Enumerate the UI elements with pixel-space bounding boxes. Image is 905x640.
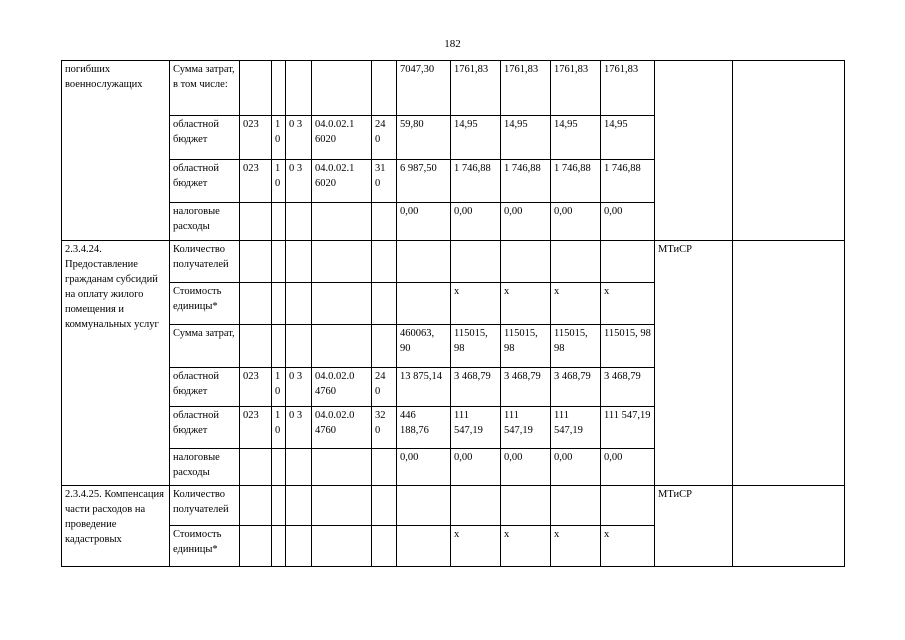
cell-label: Стоимость единицы* bbox=[170, 283, 240, 325]
cell-csr: 04.0.02.0 4760 bbox=[312, 368, 372, 407]
cell-total: 59,80 bbox=[397, 116, 451, 160]
cell-y3: х bbox=[551, 526, 601, 567]
cell-csr bbox=[312, 241, 372, 283]
cell-ved: 023 bbox=[240, 368, 272, 407]
cell-y1: х bbox=[451, 283, 501, 325]
cell-label: Сумма затрат, в том числе: bbox=[170, 61, 240, 116]
cell-y4: 1761,83 bbox=[601, 61, 655, 116]
cell-vr: 32 0 bbox=[372, 407, 397, 449]
cell-r1: 1 0 bbox=[272, 116, 286, 160]
cell-r1 bbox=[272, 283, 286, 325]
cell-y2: х bbox=[501, 283, 551, 325]
cell-r1: 1 0 bbox=[272, 407, 286, 449]
event-name-cell: погибших военнослужащих bbox=[62, 61, 170, 241]
cell-r1: 1 0 bbox=[272, 368, 286, 407]
cell-r2: 0 3 bbox=[286, 160, 312, 203]
cell-vr bbox=[372, 449, 397, 486]
cell-y2: 115015, 98 bbox=[501, 325, 551, 368]
cell-csr: 04.0.02.1 6020 bbox=[312, 116, 372, 160]
cell-ved bbox=[240, 486, 272, 526]
cell-vr bbox=[372, 486, 397, 526]
event-name-cell: 2.3.4.25. Компенсация части расходов на проведение кадастровых bbox=[62, 486, 170, 567]
cell-vr: 24 0 bbox=[372, 368, 397, 407]
cell-total: 446 188,76 bbox=[397, 407, 451, 449]
cell-vr: 24 0 bbox=[372, 116, 397, 160]
cell-y4: 111 547,19 bbox=[601, 407, 655, 449]
cell-y2: 14,95 bbox=[501, 116, 551, 160]
cell-r2 bbox=[286, 241, 312, 283]
cell-total bbox=[397, 283, 451, 325]
cell-total bbox=[397, 241, 451, 283]
page-number: 182 bbox=[444, 38, 461, 50]
cell-total: 0,00 bbox=[397, 449, 451, 486]
cell-r2: 0 3 bbox=[286, 116, 312, 160]
cell-r1 bbox=[272, 325, 286, 368]
cell-y4: 1 746,88 bbox=[601, 160, 655, 203]
cell-y2 bbox=[501, 241, 551, 283]
cell-y2: 0,00 bbox=[501, 449, 551, 486]
cell-y4: 0,00 bbox=[601, 203, 655, 241]
cell-vr bbox=[372, 241, 397, 283]
cell-r1 bbox=[272, 203, 286, 241]
cell-label: Стоимость единицы* bbox=[170, 526, 240, 567]
cell-label: Количество получателей bbox=[170, 486, 240, 526]
cell-y1: х bbox=[451, 526, 501, 567]
cell-total: 460063, 90 bbox=[397, 325, 451, 368]
cell-y3: 3 468,79 bbox=[551, 368, 601, 407]
cell-ved bbox=[240, 283, 272, 325]
cell-y2: 0,00 bbox=[501, 203, 551, 241]
cell-r2 bbox=[286, 203, 312, 241]
cell-vr bbox=[372, 203, 397, 241]
cell-y4: 0,00 bbox=[601, 449, 655, 486]
cell-y2: х bbox=[501, 526, 551, 567]
cell-ved: 023 bbox=[240, 407, 272, 449]
cell-y3: 0,00 bbox=[551, 449, 601, 486]
cell-total: 0,00 bbox=[397, 203, 451, 241]
cell-y1: 0,00 bbox=[451, 449, 501, 486]
cell-csr: 04.0.02.1 6020 bbox=[312, 160, 372, 203]
cell-ved bbox=[240, 203, 272, 241]
cell-total: 6 987,50 bbox=[397, 160, 451, 203]
result-cell bbox=[733, 61, 845, 241]
cell-csr: 04.0.02.0 4760 bbox=[312, 407, 372, 449]
cell-r1 bbox=[272, 241, 286, 283]
cell-y3: 1761,83 bbox=[551, 61, 601, 116]
cell-y3 bbox=[551, 486, 601, 526]
cell-ved: 023 bbox=[240, 160, 272, 203]
cell-label: налоговые расходы bbox=[170, 449, 240, 486]
cell-y4: х bbox=[601, 283, 655, 325]
cell-label: Количество получателей bbox=[170, 241, 240, 283]
table-row bbox=[62, 486, 845, 526]
cell-y1: 14,95 bbox=[451, 116, 501, 160]
cell-ved bbox=[240, 526, 272, 567]
cell-y2: 1 746,88 bbox=[501, 160, 551, 203]
cell-total: 7047,30 bbox=[397, 61, 451, 116]
cell-r1 bbox=[272, 526, 286, 567]
cell-r1 bbox=[272, 61, 286, 116]
cell-y1: 1761,83 bbox=[451, 61, 501, 116]
cell-y4 bbox=[601, 486, 655, 526]
cell-vr bbox=[372, 61, 397, 116]
cell-y4 bbox=[601, 241, 655, 283]
cell-r1 bbox=[272, 486, 286, 526]
event-name-cell: 2.3.4.24. Предоставление гражданам субсидий на оплату жилого помещения и коммунальных услуг bbox=[62, 241, 170, 486]
cell-r2 bbox=[286, 283, 312, 325]
executor-cell: МТиСР bbox=[655, 241, 733, 486]
cell-label: областной бюджет bbox=[170, 407, 240, 449]
cell-vr bbox=[372, 325, 397, 368]
cell-csr bbox=[312, 449, 372, 486]
cell-label: областной бюджет bbox=[170, 368, 240, 407]
cell-y1: 115015, 98 bbox=[451, 325, 501, 368]
cell-r2 bbox=[286, 526, 312, 567]
cell-vr bbox=[372, 526, 397, 567]
cell-y2 bbox=[501, 486, 551, 526]
cell-ved bbox=[240, 325, 272, 368]
budget-table bbox=[61, 60, 845, 567]
cell-total bbox=[397, 526, 451, 567]
cell-y3: х bbox=[551, 283, 601, 325]
cell-y3: 0,00 bbox=[551, 203, 601, 241]
cell-vr: 31 0 bbox=[372, 160, 397, 203]
cell-y4: 3 468,79 bbox=[601, 368, 655, 407]
cell-y1: 0,00 bbox=[451, 203, 501, 241]
cell-r2 bbox=[286, 449, 312, 486]
result-cell bbox=[733, 241, 845, 486]
cell-y4: 115015, 98 bbox=[601, 325, 655, 368]
cell-y2: 3 468,79 bbox=[501, 368, 551, 407]
cell-y1: 3 468,79 bbox=[451, 368, 501, 407]
cell-y1 bbox=[451, 241, 501, 283]
cell-y1: 1 746,88 bbox=[451, 160, 501, 203]
result-cell bbox=[733, 486, 845, 567]
cell-total bbox=[397, 486, 451, 526]
cell-r2 bbox=[286, 325, 312, 368]
cell-total: 13 875,14 bbox=[397, 368, 451, 407]
table-row bbox=[62, 61, 845, 116]
cell-csr bbox=[312, 203, 372, 241]
cell-y3 bbox=[551, 241, 601, 283]
cell-y3: 1 746,88 bbox=[551, 160, 601, 203]
cell-r2: 0 3 bbox=[286, 407, 312, 449]
cell-csr bbox=[312, 61, 372, 116]
table-row bbox=[62, 241, 845, 283]
cell-r1 bbox=[272, 449, 286, 486]
cell-label: областной бюджет bbox=[170, 116, 240, 160]
cell-ved bbox=[240, 61, 272, 116]
executor-cell: МТиСР bbox=[655, 486, 733, 567]
cell-y2: 1761,83 bbox=[501, 61, 551, 116]
executor-cell bbox=[655, 61, 733, 241]
cell-y1: 111 547,19 bbox=[451, 407, 501, 449]
cell-y4: 14,95 bbox=[601, 116, 655, 160]
cell-csr bbox=[312, 325, 372, 368]
cell-label: налоговые расходы bbox=[170, 203, 240, 241]
cell-ved bbox=[240, 241, 272, 283]
cell-r2 bbox=[286, 486, 312, 526]
cell-y3: 111 547,19 bbox=[551, 407, 601, 449]
cell-csr bbox=[312, 283, 372, 325]
cell-y3: 115015, 98 bbox=[551, 325, 601, 368]
cell-ved bbox=[240, 449, 272, 486]
cell-y1 bbox=[451, 486, 501, 526]
table-body bbox=[62, 61, 845, 567]
cell-r1: 1 0 bbox=[272, 160, 286, 203]
cell-label: Сумма затрат, bbox=[170, 325, 240, 368]
cell-csr bbox=[312, 526, 372, 567]
cell-ved: 023 bbox=[240, 116, 272, 160]
cell-label: областной бюджет bbox=[170, 160, 240, 203]
cell-vr bbox=[372, 283, 397, 325]
cell-r2 bbox=[286, 61, 312, 116]
cell-r2: 0 3 bbox=[286, 368, 312, 407]
cell-y3: 14,95 bbox=[551, 116, 601, 160]
cell-y2: 111 547,19 bbox=[501, 407, 551, 449]
cell-csr bbox=[312, 486, 372, 526]
cell-y4: х bbox=[601, 526, 655, 567]
